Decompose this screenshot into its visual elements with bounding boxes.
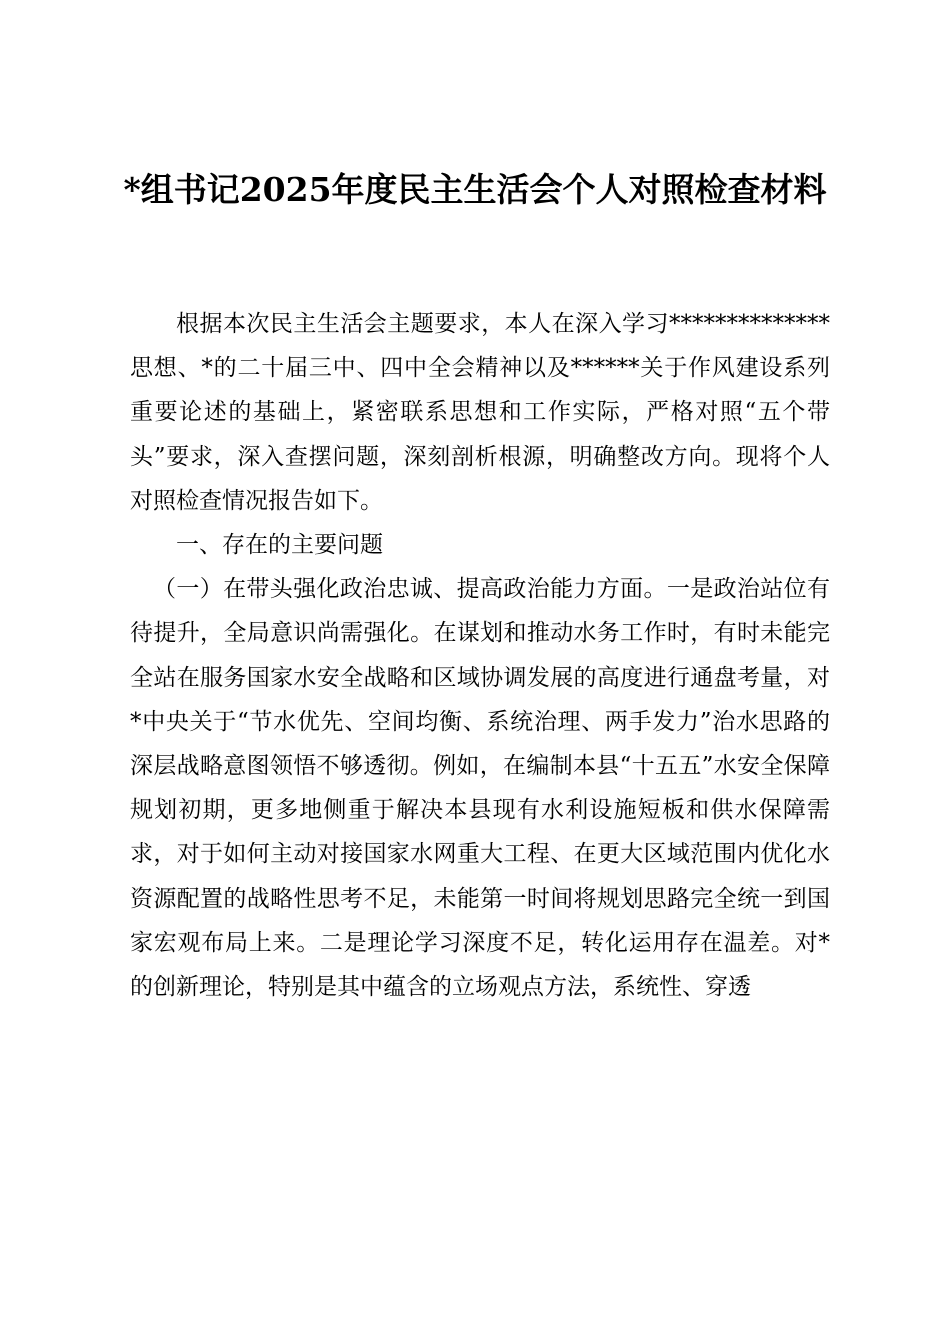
section-paragraph: （一）在带头强化政治忠诚、提高政治能力方面。一是政治站位有待提升，全局意识尚需强化。在谋划和推动水务工作时，有时未能完全站在服务国家水安全战略和区域协调发展的高度进行通盘考量，对*中央关于“节水优先、空间均衡、系统治理、两手发力”治水思路的深层战略意图领悟不够透彻。例如，在编制本县“十五五”水安全保障规划初期，更多地侧重于解决本县现有水利设施短板和供水保障需求，对于如何主动对接国家水网重大工程、在更大区域范围内优化水资源配置的战略性思考不足，未能第一时间将规划思路完全统一到国家宏观布局上来。二是理论学习深度不足，转化运用存在温差。对*的创新理论，特别是其中蕴含的立场观点方法，系统性、穿透 bbox=[130, 576, 830, 1001]
document-body bbox=[130, 302, 830, 1009]
document-title: *组书记2025年度民主生活会个人对照检查材料 bbox=[123, 170, 827, 209]
section-heading: 一、存在的主要问题 bbox=[176, 532, 383, 559]
intro-paragraph: 根据本次民主生活会主题要求，本人在深入学习**************思想、*的二十届三中、四中全会精神以及******关于作风建设系列重要论述的基础上，紧密联系思想和工作实际，严格对照“五个带头”要求，深入查摆问题，深刻剖析根源，明确整改方向。现将个人对照检查情况报告如下。 bbox=[130, 311, 830, 514]
